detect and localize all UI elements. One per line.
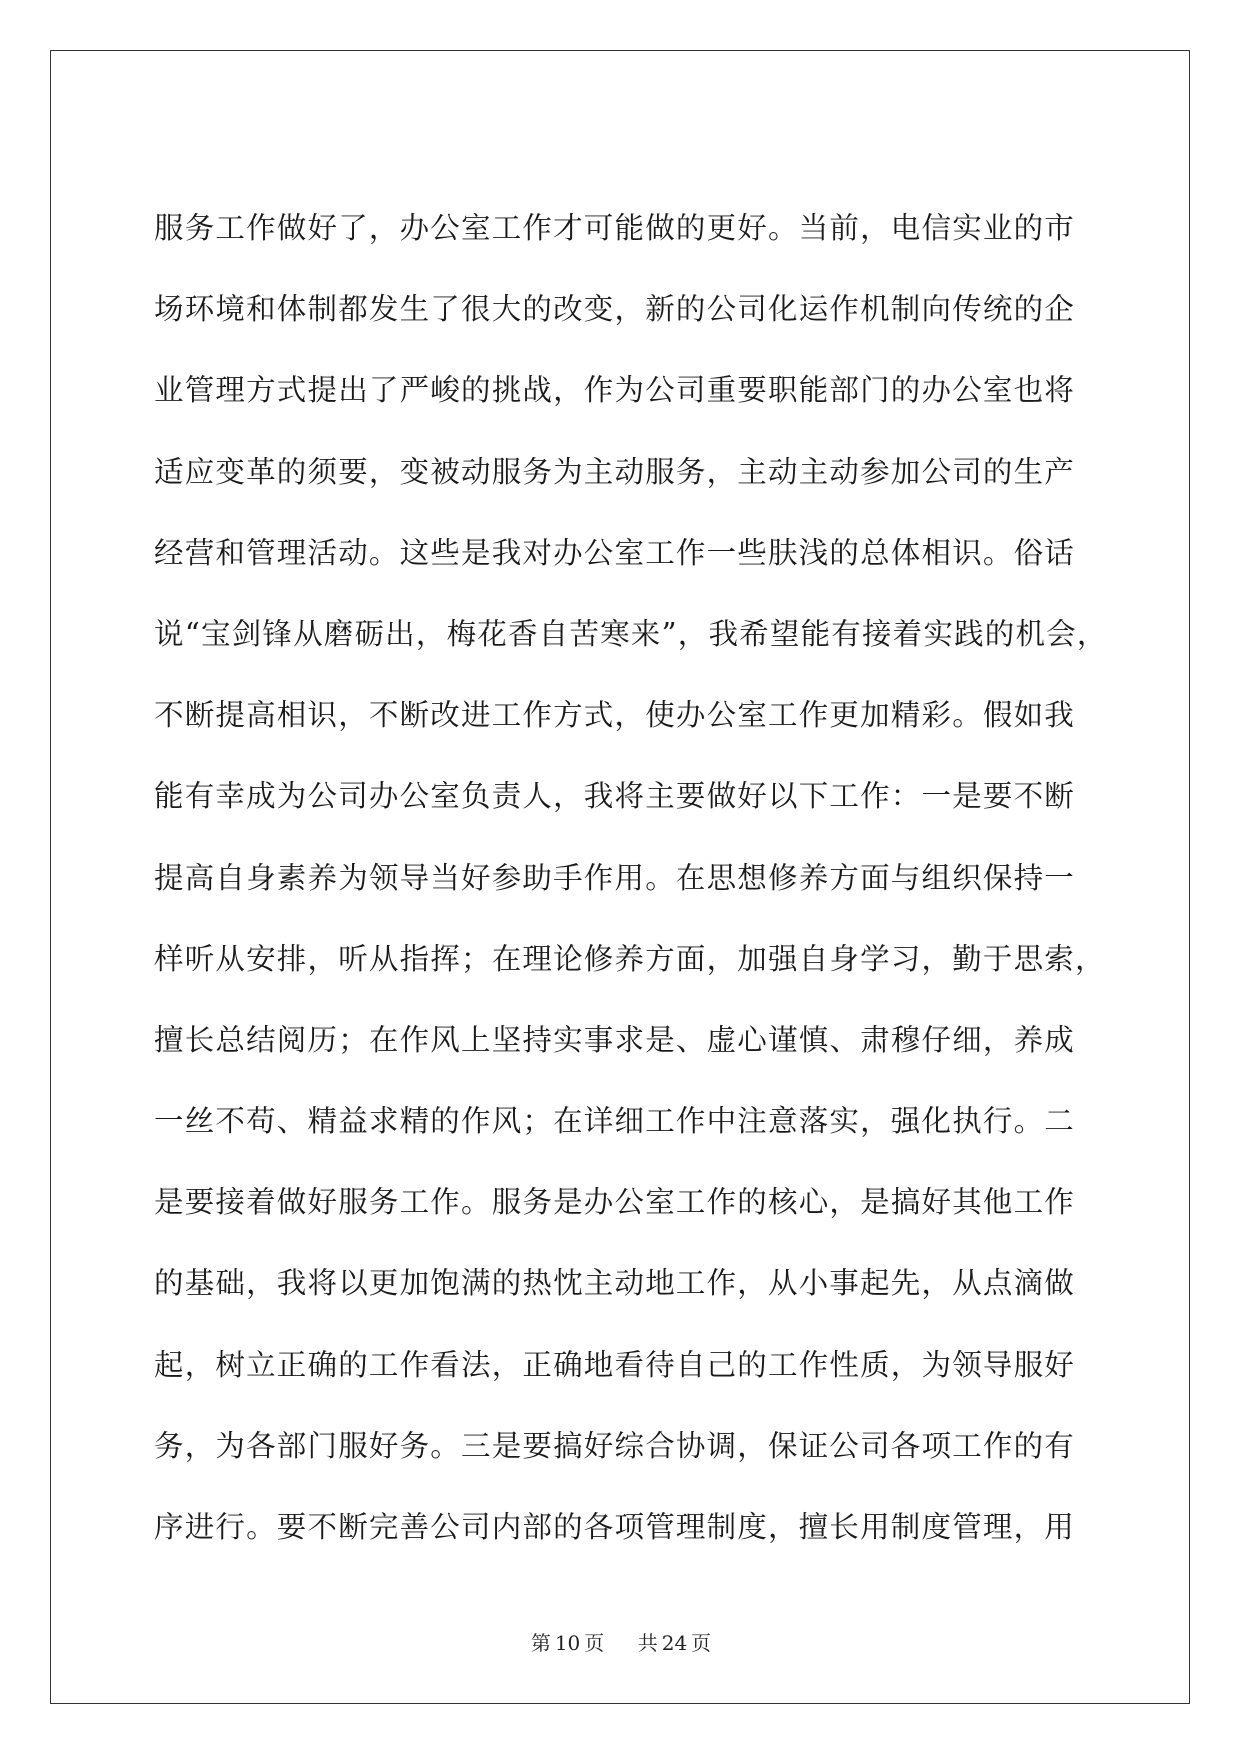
- total-pages-indicator: [636, 1631, 713, 1655]
- body-line-3: 业管理方式提出了严峻的挑战，作为公司重要职能部门的办公室也将: [154, 373, 1076, 408]
- page-suffix: 页: [584, 1631, 605, 1655]
- total-number: 24: [661, 1631, 688, 1655]
- body-line-11: 擅长总结阅历；在作风上坚持实事求是、虚心谨慎、肃穆仔细，养成: [154, 1022, 1076, 1057]
- body-line-17: 序进行。要不断完善公司内部的各项管理制度，擅长用制度管理，用: [154, 1510, 1076, 1544]
- page-indicator: [529, 1631, 606, 1655]
- page-number: 10: [554, 1631, 581, 1655]
- body-line-2: 场环境和体制都发生了很大的改变，新的公司化运作机制向传统的企: [154, 292, 1076, 327]
- body-line-7: 不断提高相识，不断改进工作方式，使办公室工作更加精彩。假如我: [154, 698, 1076, 733]
- body-line-13: 是要接着做好服务工作。服务是办公室工作的核心，是搞好其他工作: [154, 1185, 1076, 1220]
- body-line-16: 务，为各部门服好务。三是要搞好综合协调，保证公司各项工作的有: [154, 1428, 1076, 1463]
- body-line-4: 适应变革的须要，变被动服务为主动服务，主动主动参加公司的生产: [154, 454, 1076, 489]
- body-line-14: 的基础，我将以更加饱满的热忱主动地工作，从小事起先，从点滴做: [154, 1266, 1076, 1301]
- page-frame: [50, 50, 1190, 1704]
- body-line-15: 起，树立正确的工作看法，正确地看待自己的工作性质，为领导服好: [154, 1347, 1076, 1382]
- body-text: [154, 188, 1154, 1568]
- total-prefix: 共: [637, 1631, 658, 1655]
- page-footer: [51, 1627, 1191, 1656]
- total-suffix: 页: [691, 1631, 712, 1655]
- body-line-6: 说“宝剑锋从磨砺出，梅花香自苦寒来”，我希望能有接着实践的机会，: [154, 616, 1108, 651]
- body-line-10: 样听从安排，听从指挥；在理论修养方面，加强自身学习，勤于思索，: [154, 941, 1106, 976]
- body-line-9: 提高自身素养为领导当好参助手作用。在思想修养方面与组织保持一: [154, 860, 1076, 895]
- page-prefix: 第: [530, 1631, 551, 1655]
- body-line-1: 服务工作做好了，办公室工作才可能做的更好。当前，电信实业的市: [154, 211, 1076, 245]
- body-line-5: 经营和管理活动。这些是我对办公室工作一些肤浅的总体相识。俗话: [154, 535, 1076, 570]
- body-line-8: 能有幸成为公司办公室负责人，我将主要做好以下工作：一是要不断: [154, 779, 1076, 814]
- body-line-12: 一丝不苟、精益求精的作风；在详细工作中注意落实，强化执行。二: [154, 1104, 1076, 1139]
